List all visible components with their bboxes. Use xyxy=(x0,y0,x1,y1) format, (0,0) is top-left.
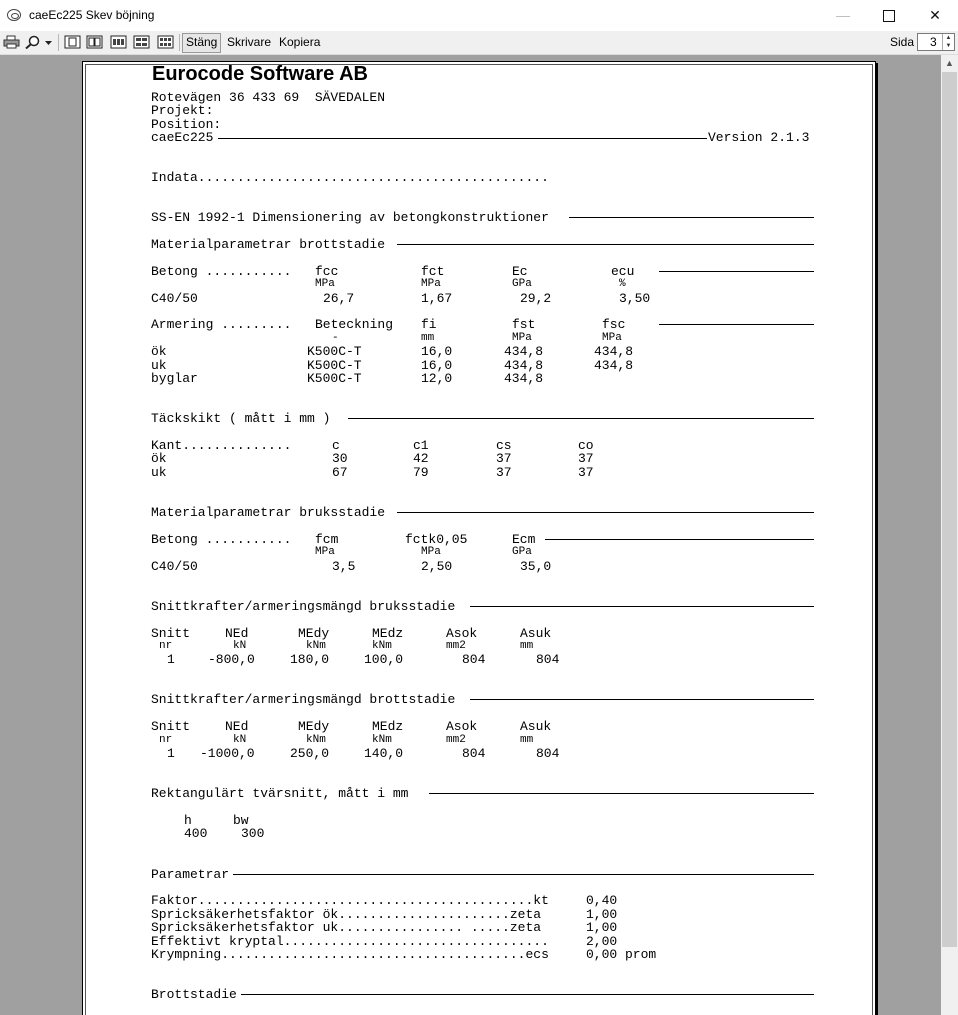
col-header: MEdz xyxy=(372,719,404,734)
col-unit: nr xyxy=(159,734,173,746)
value-cell: 37 xyxy=(578,451,594,466)
col-header: NEd xyxy=(225,719,249,734)
concrete-label: Betong ........... xyxy=(151,264,292,279)
divider xyxy=(233,874,814,875)
col-unit: MPa xyxy=(315,278,335,290)
value-cell: 180,0 xyxy=(290,652,330,667)
col-unit: nr xyxy=(159,640,173,652)
value-cell: 100,0 xyxy=(364,652,404,667)
divider xyxy=(569,217,814,218)
cover-label: Kant.............. xyxy=(151,438,292,453)
parameter-value: 1,00 xyxy=(586,920,618,935)
scroll-up-icon[interactable]: ▲ xyxy=(945,58,954,68)
value-cell: 1,67 xyxy=(421,291,453,306)
ult-heading: Brottstadie xyxy=(151,987,237,1002)
col-header: h xyxy=(184,813,192,828)
three-page-icon[interactable] xyxy=(110,35,127,49)
col-header: fcm xyxy=(315,532,339,547)
reinforcement-label: Armering ......... xyxy=(151,317,292,332)
material-ult-heading: Materialparametrar brottstadie xyxy=(151,237,386,252)
maximize-button[interactable] xyxy=(866,0,912,31)
col-header: bw xyxy=(233,813,249,828)
value-cell: 37 xyxy=(496,465,512,480)
value-cell: 3,5 xyxy=(332,559,356,574)
value-cell: 434,8 xyxy=(504,344,544,359)
divider xyxy=(470,699,814,700)
parameter-label: Effektivt kryptal.................................. xyxy=(151,934,549,949)
value-cell: 79 xyxy=(413,465,429,480)
company-name: Eurocode Software AB xyxy=(152,63,368,85)
parameter-label: Krympning.......................................ecs xyxy=(151,947,549,962)
one-page-icon[interactable] xyxy=(64,35,81,49)
col-unit: MPa xyxy=(421,278,441,290)
close-window-button[interactable]: ✕ xyxy=(929,7,941,23)
value-cell: 400 xyxy=(184,826,208,841)
company-address: Rotevägen 36 433 69 SÄVEDALEN xyxy=(151,90,386,105)
col-header: MEdy xyxy=(298,719,330,734)
reinforcement-type: K500C-T xyxy=(307,371,362,386)
page-stepper[interactable] xyxy=(917,33,955,51)
parameter-label: Faktor...........................................kt xyxy=(151,893,549,908)
material-sls-heading: Materialparametrar bruksstadie xyxy=(151,505,386,520)
col-unit: GPa xyxy=(512,546,532,558)
page-number-value: 3 xyxy=(930,35,937,49)
value-cell: 250,0 xyxy=(290,746,330,761)
col-unit: kNm xyxy=(306,640,326,652)
col-unit: kNm xyxy=(372,734,392,746)
col-unit: MPa xyxy=(512,332,532,344)
value-cell: 42 xyxy=(413,451,429,466)
reinforcement-row-name: byglar xyxy=(151,371,198,386)
col-unit: mm xyxy=(520,734,534,746)
col-header: Ecm xyxy=(512,532,536,547)
reinforcement-type: K500C-T xyxy=(307,358,362,373)
value-cell: 434,8 xyxy=(504,358,544,373)
value-cell: 3,50 xyxy=(619,291,651,306)
col-unit: kN xyxy=(233,734,247,746)
copy-button[interactable]: Kopiera xyxy=(279,35,321,49)
col-header: c xyxy=(332,438,340,453)
value-cell: 804 xyxy=(462,652,486,667)
value-cell: 37 xyxy=(496,451,512,466)
col-header: fst xyxy=(512,317,536,332)
col-unit: kNm xyxy=(372,640,392,652)
value-cell: 434,8 xyxy=(594,358,634,373)
program-version: Version 2.1.3 xyxy=(708,130,810,145)
parameter-label: Spricksäkerhetsfaktor ök......................zeta xyxy=(151,907,542,922)
position-label: Position: xyxy=(151,117,222,132)
parameter-value: 2,00 xyxy=(586,934,618,949)
four-page-icon[interactable] xyxy=(133,35,150,49)
reinforcement-type: K500C-T xyxy=(307,344,362,359)
col-header: Asuk xyxy=(520,719,552,734)
col-unit: MPa xyxy=(421,546,441,558)
value-cell: 300 xyxy=(241,826,265,841)
value-cell: 804 xyxy=(536,746,560,761)
value-cell: 35,0 xyxy=(520,559,552,574)
forces-sls-heading: Snittkrafter/armeringsmängd bruksstadie xyxy=(151,599,456,614)
value-cell: -800,0 xyxy=(208,652,255,667)
parameter-value: 0,40 xyxy=(586,893,618,908)
col-header: NEd xyxy=(225,626,249,641)
value-cell: 37 xyxy=(578,465,594,480)
col-header: Snitt xyxy=(151,719,191,734)
col-unit: kN xyxy=(233,640,247,652)
col-header: MEdy xyxy=(298,626,330,641)
value-cell: 12,0 xyxy=(421,371,453,386)
col-header: Snitt xyxy=(151,626,191,641)
minimize-button[interactable]: — xyxy=(836,7,850,23)
value-cell: 16,0 xyxy=(421,358,453,373)
divider xyxy=(397,244,814,245)
toolbar xyxy=(0,31,958,55)
col-unit: mm2 xyxy=(446,640,466,652)
col-header: fi xyxy=(421,317,437,332)
divider xyxy=(348,418,814,419)
cover-heading: Täckskikt ( mått i mm ) xyxy=(151,411,331,426)
value-cell: 1 xyxy=(167,652,175,667)
cover-row-name: ök xyxy=(151,451,167,466)
window-title: caeEc225 Skev böjning xyxy=(29,8,155,22)
reinforcement-row-name: ök xyxy=(151,344,167,359)
value-cell: 26,7 xyxy=(323,291,355,306)
col-header: cs xyxy=(496,438,512,453)
toolbar-separator xyxy=(58,34,59,51)
col-header: co xyxy=(578,438,594,453)
parameter-value: 0,00 prom xyxy=(586,947,657,962)
col-unit: MPa xyxy=(315,546,335,558)
col-unit: GPa xyxy=(512,278,532,290)
value-cell: 1 xyxy=(167,746,175,761)
reinforcement-row-name: uk xyxy=(151,358,167,373)
divider xyxy=(545,539,814,540)
indata-heading: Indata............................................. xyxy=(151,170,549,185)
page-label: Sida xyxy=(890,35,915,49)
divider xyxy=(241,994,814,995)
concrete-sls-label: Betong ........... xyxy=(151,532,292,547)
printer-icon[interactable] xyxy=(3,35,20,49)
parameter-label: Spricksäkerhetsfaktor uk................ .....zeta xyxy=(151,920,542,935)
col-unit: % xyxy=(619,278,626,290)
col-unit: mm xyxy=(421,332,435,344)
divider xyxy=(218,138,707,139)
col-header: fctk0,05 xyxy=(405,532,468,547)
value-cell: 30 xyxy=(332,451,348,466)
col-header: fsc xyxy=(602,317,626,332)
col-unit: mm xyxy=(520,640,534,652)
parameters-heading: Parametrar xyxy=(151,867,230,882)
two-page-icon[interactable] xyxy=(86,35,103,49)
value-cell: 804 xyxy=(462,746,486,761)
six-page-icon[interactable] xyxy=(157,35,174,49)
col-header: Beteckning xyxy=(315,317,394,332)
toolbar-separator xyxy=(179,34,180,51)
maximize-icon xyxy=(883,10,895,22)
dropdown-icon[interactable] xyxy=(44,35,53,49)
col-header: Asuk xyxy=(520,626,552,641)
col-unit: mm2 xyxy=(446,734,466,746)
program-name: caeEc225 xyxy=(151,130,214,145)
divider xyxy=(470,606,814,607)
col-header: MEdz xyxy=(372,626,404,641)
concrete-class: C40/50 xyxy=(151,559,198,574)
section-heading: Rektangulärt tvärsnitt, mått i mm xyxy=(151,786,409,801)
scrollbar-thumb[interactable] xyxy=(942,72,957,947)
col-unit: kNm xyxy=(306,734,326,746)
app-icon xyxy=(7,9,21,21)
value-cell: 434,8 xyxy=(594,344,634,359)
divider xyxy=(659,324,814,325)
divider xyxy=(429,793,814,794)
project-label: Projekt: xyxy=(151,103,214,118)
concrete-class: C40/50 xyxy=(151,291,198,306)
value-cell: 67 xyxy=(332,465,348,480)
value-cell: 2,50 xyxy=(421,559,453,574)
value-cell: 140,0 xyxy=(364,746,404,761)
col-header: fct xyxy=(421,264,445,279)
col-header: fcc xyxy=(315,264,339,279)
col-unit: - xyxy=(332,332,339,344)
parameter-value: 1,00 xyxy=(586,907,618,922)
value-cell: -1000,0 xyxy=(200,746,255,761)
cover-row-name: uk xyxy=(151,465,167,480)
col-unit: MPa xyxy=(602,332,622,344)
value-cell: 16,0 xyxy=(421,344,453,359)
title-bar xyxy=(0,0,958,31)
spin-arrows-icon[interactable]: ▲ ▼ xyxy=(942,34,954,50)
value-cell: 29,2 xyxy=(520,291,552,306)
col-header: ecu xyxy=(611,264,635,279)
close-preview-button[interactable]: Stäng xyxy=(182,33,221,53)
value-cell: 434,8 xyxy=(504,371,544,386)
vertical-scrollbar[interactable] xyxy=(941,55,958,1015)
col-header: Asok xyxy=(446,719,478,734)
printer-button[interactable]: Skrivare xyxy=(227,35,272,49)
col-header: c1 xyxy=(413,438,429,453)
divider xyxy=(659,271,814,272)
standard-heading: SS-EN 1992-1 Dimensionering av betongkonstruktioner xyxy=(151,210,549,225)
zoom-icon[interactable] xyxy=(25,35,41,49)
col-header: Ec xyxy=(512,264,528,279)
preview-area[interactable] xyxy=(0,55,941,1015)
divider xyxy=(397,512,814,513)
value-cell: 804 xyxy=(536,652,560,667)
forces-uls-heading: Snittkrafter/armeringsmängd brottstadie xyxy=(151,692,456,707)
col-header: Asok xyxy=(446,626,478,641)
